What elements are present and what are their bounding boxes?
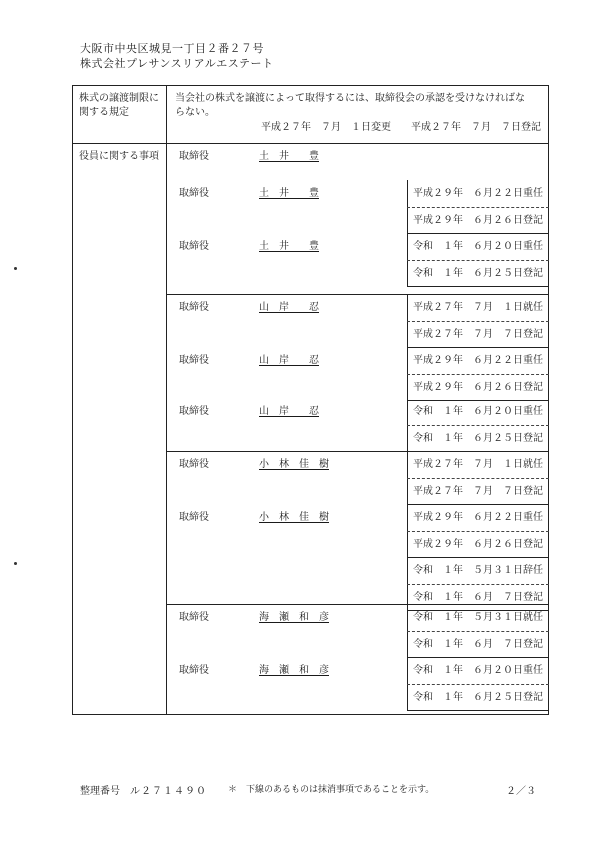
officer-name: 土 井 豊 — [259, 188, 319, 199]
officer-date: 平成２７年 ７月 ７日登記 — [413, 328, 543, 340]
reference-label: 整理番号 — [80, 786, 120, 797]
officer-name: 小 林 佳 樹 — [259, 512, 329, 523]
date-row-dashed-divider — [407, 321, 549, 322]
group-divider — [167, 294, 549, 295]
group-divider — [167, 604, 549, 605]
officer-date: 令和 １年 ６月 ７日登記 — [413, 638, 543, 650]
officer-date: 平成２９年 ６月２２日重任 — [413, 188, 543, 199]
date-row-dashed-divider — [407, 207, 549, 208]
underline-note: ＊ 下線のあるものは抹消事項であることを示す。 — [228, 785, 435, 795]
scan-mark — [14, 562, 17, 565]
officer-name: 山 岸 忍 — [259, 302, 319, 313]
officer-date: 平成２９年 ６月２２日重任 — [413, 355, 543, 366]
officer-date: 令和 １年 ５月３１日就任 — [413, 612, 543, 623]
officer-name: 土 井 豊 — [259, 151, 319, 162]
date-block-bottom — [407, 710, 549, 711]
officer-role: 取締役 — [179, 355, 209, 366]
officer-name: 山 岸 忍 — [259, 355, 319, 366]
officer-date: 令和 １年 ６月２０日重任 — [413, 241, 543, 252]
officer-role: 取締役 — [179, 459, 209, 470]
officer-date: 平成２７年 ７月 １日就任 — [413, 302, 543, 313]
officer-date: 令和 １年 ６月２５日登記 — [413, 267, 543, 279]
column-divider — [166, 86, 167, 714]
officer-name: 海 瀬 和 彦 — [259, 612, 329, 623]
officer-date: 令和 １年 ６月 ７日登記 — [413, 591, 543, 603]
date-row-dashed-divider — [407, 374, 549, 375]
restriction-text-line2: らない。 — [175, 107, 215, 118]
officer-role: 取締役 — [179, 512, 209, 523]
officer-date: 平成２９年 ６月２６日登記 — [413, 538, 543, 550]
officer-date: 令和 １年 ６月２５日登記 — [413, 432, 543, 444]
date-row-dashed-divider — [407, 531, 549, 532]
date-row-dashed-divider — [407, 631, 549, 632]
date-row-dashed-divider — [407, 478, 549, 479]
officer-date: 平成２７年 ７月 ７日登記 — [413, 485, 543, 497]
date-block-bottom — [407, 657, 549, 658]
section-divider — [73, 143, 548, 144]
officer-name: 土 井 豊 — [259, 241, 319, 252]
reference-number: ル２７１４９０ — [130, 786, 207, 797]
officer-role: 取締役 — [179, 612, 209, 623]
date-row-dashed-divider — [407, 684, 549, 685]
scan-mark — [14, 267, 17, 270]
officer-date: 平成２９年 ６月２６日登記 — [413, 214, 543, 226]
officer-date: 平成２７年 ７月 １日就任 — [413, 459, 543, 470]
officer-date: 令和 １年 ５月３１日辞任 — [413, 565, 543, 577]
date-row-dashed-divider — [407, 260, 549, 261]
officer-name: 小 林 佳 樹 — [259, 459, 329, 470]
page-number: ２／３ — [506, 786, 536, 797]
officer-date: 令和 １年 ６月２５日登記 — [413, 691, 543, 703]
officer-date: 平成２９年 ６月２６日登記 — [413, 381, 543, 393]
date-row-dashed-divider — [407, 584, 549, 585]
date-row-dashed-divider — [407, 425, 549, 426]
group-divider — [167, 451, 549, 452]
restriction-text-line1: 当会社の株式を譲渡によって取得するには、取締役会の承認を受けなければな — [175, 93, 525, 104]
date-row-divider — [407, 557, 549, 558]
address: 大阪市中央区城見一丁目２番２７号 — [80, 42, 264, 55]
date-block-bottom — [407, 347, 549, 348]
date-block-bottom — [407, 400, 549, 401]
restriction-label-line2: 関する規定 — [79, 107, 129, 118]
date-block-bottom — [407, 233, 549, 234]
officer-date: 平成２９年 ６月２２日重任 — [413, 512, 543, 523]
officer-role: 取締役 — [179, 151, 209, 162]
company-name: 株式会社プレサンスリアルエステート — [80, 57, 274, 70]
restriction-changed: 平成２７年 ７月 １日変更 — [261, 122, 391, 133]
officer-role: 取締役 — [179, 406, 209, 417]
officer-name: 山 岸 忍 — [259, 406, 319, 417]
officer-date: 令和 １年 ６月２０日重任 — [413, 406, 543, 417]
restriction-label-line1: 株式の譲渡制限に — [79, 93, 159, 104]
officer-role: 取締役 — [179, 302, 209, 313]
restriction-registered: 平成２７年 ７月 ７日登記 — [411, 122, 541, 133]
officer-date: 令和 １年 ６月２０日重任 — [413, 665, 543, 676]
restriction-label — [79, 92, 159, 120]
date-block-bottom — [407, 286, 549, 287]
officers-label: 役員に関する事項 — [79, 151, 159, 162]
officer-role: 取締役 — [179, 188, 209, 199]
officer-role: 取締役 — [179, 665, 209, 676]
registry-table — [72, 85, 549, 715]
officer-role: 取締役 — [179, 241, 209, 252]
officer-name: 海 瀬 和 彦 — [259, 665, 329, 676]
date-block-bottom — [407, 504, 549, 505]
